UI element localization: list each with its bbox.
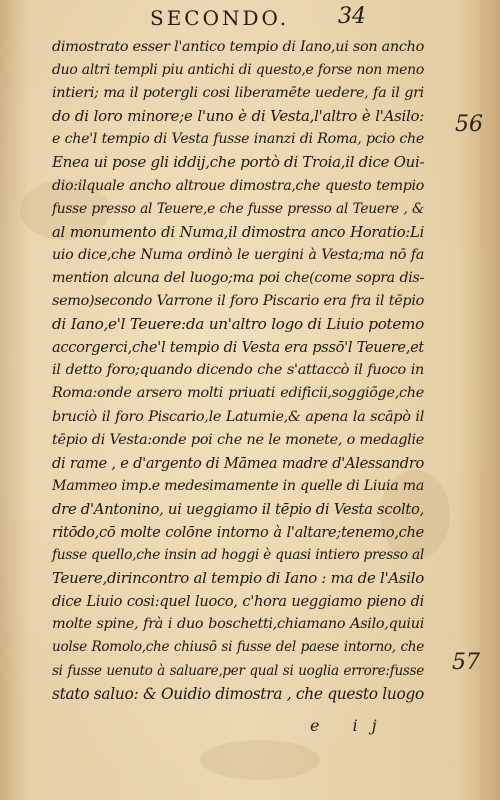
- text-line: ritōdo,cō molte colōne intorno à l'altare;tenemo,che: [52, 523, 424, 541]
- body-text: [52, 36, 424, 706]
- text-line: uio dice,che Numa ordinò le uergini à Vesta;ma nō fa: [52, 246, 424, 263]
- paper-stain: [200, 740, 320, 780]
- text-line: Mammeo imp.e medesimamente in quelle di Liuia ma: [52, 477, 424, 494]
- page-header: [0, 2, 500, 32]
- text-line: e che'l tempio di Vesta fusse inanzi di Roma, pcio che: [52, 131, 424, 148]
- text-line: dice Liuio cosi:quel luoco, c'hora ueggiamo pieno di: [52, 593, 424, 611]
- text-line: molte spine, frà i duo boschetti,chiamano Asilo,quiui: [52, 616, 424, 633]
- text-line: do di loro minore;e l'uno è di Vesta,l'altro è l'Asilo:: [52, 107, 424, 126]
- text-line: semo)secondo Varrone il foro Piscario era fra il tēpio: [52, 293, 424, 310]
- text-line: Teuere,dirincontro al tempio di Iano : ma de l'Asilo: [52, 569, 424, 588]
- text-line: dre d'Antonino, ui ueggiamo il tēpio di Vesta scolto,: [52, 500, 425, 518]
- text-line: fusse quello,che insin ad hoggi è quasi intiero presso al: [52, 547, 424, 564]
- page-number: 34: [338, 4, 366, 29]
- margin-note: 56: [455, 112, 483, 137]
- text-line: si fusse uenuto à saluare,per qual si uoglia errore:fusse: [52, 662, 424, 679]
- text-line: accorgerci,che'l tempio di Vesta era pssō'l Teuere,et: [52, 339, 424, 357]
- text-line: dio:ilquale ancho altroue dimostra,che questo tempio: [52, 177, 424, 194]
- text-line: fusse presso al Teuere,e che fusse presso al Teuere , &: [52, 200, 424, 217]
- text-line: di Iano,e'l Teuere:da un'altro logo di Liuio potemo: [52, 315, 424, 334]
- text-line: bruciò il foro Piscario,le Latumie,& apena la scāpò il: [52, 408, 424, 425]
- text-line: il detto foro;quando dicendo che s'attaccò il fuoco in: [52, 362, 424, 379]
- signature-mark: e ij: [310, 716, 391, 735]
- text-line: stato saluo: & Ouidio dimostra , che questo luogo: [52, 684, 424, 703]
- text-line: al monumento di Numa,il dimostra anco Horatio:Li: [52, 223, 424, 241]
- margin-note: 57: [452, 650, 480, 675]
- text-line: Roma:onde arsero molti priuati edificii,soggiōge,che: [52, 385, 424, 402]
- running-head: SECONDO.: [150, 6, 290, 30]
- text-line: Enea ui pose gli iddij,che portò di Troia,il dice Oui-: [52, 153, 425, 172]
- text-line: tēpio di Vesta:onde poi che ne le monete, o medaglie: [52, 431, 424, 448]
- text-line: di rame , e d'argento di Māmea madre d'Alessandro: [52, 454, 424, 472]
- text-line: dimostrato esser l'antico tempio di Iano,ui son ancho: [52, 39, 424, 55]
- text-line: mention alcuna del luogo;ma poi che(come sopra dis-: [52, 269, 424, 286]
- text-line: uolse Romolo,che chiusō si fusse del paese intorno, che: [52, 639, 424, 656]
- text-line: duo altri templi piu antichi di questo,e forse non meno: [52, 62, 424, 79]
- text-line: intieri; ma il potergli cosi liberamēte uedere, fa il gri: [52, 85, 424, 102]
